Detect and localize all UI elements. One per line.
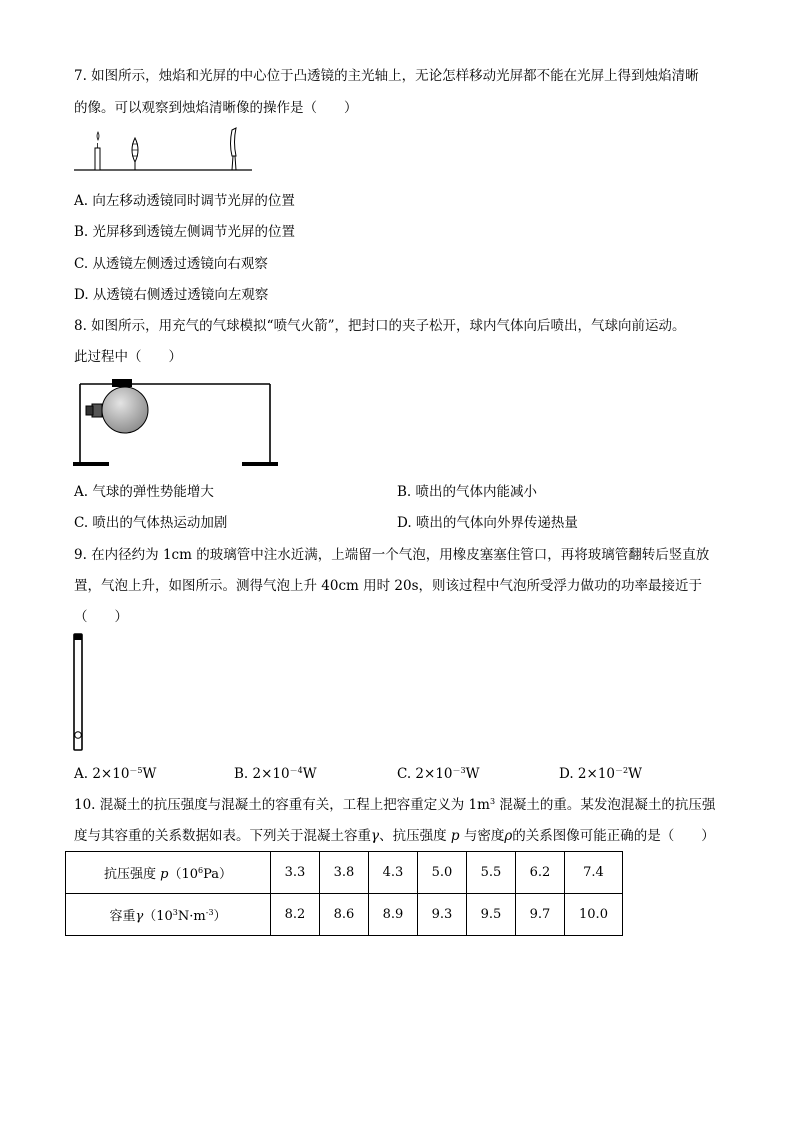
candle-icon <box>95 132 100 170</box>
table-cell: 3.8 <box>320 852 369 894</box>
table-cell: 3.3 <box>271 852 320 894</box>
table-cell: 4.3 <box>369 852 418 894</box>
table-row <box>66 852 623 894</box>
table-cell: 10.0 <box>565 894 623 936</box>
q9-stem-line-3: （ ） <box>74 609 128 625</box>
rubber-stopper-icon <box>74 634 82 640</box>
table-cell: 9.7 <box>516 894 565 936</box>
q7-option-c: C. 从透镜左侧透过透镜向右观察 <box>74 256 268 272</box>
q7-stem-line-1: 7. 如图所示，烛焰和光屏的中心位于凸透镜的主光轴上，无论怎样移动光屏都不能在光屏上得到烛焰清晰 <box>74 68 699 84</box>
table-row <box>66 894 623 936</box>
table-cell: 8.9 <box>369 894 418 936</box>
q9-stem-line-2: 置，气泡上升，如图所示。测得气泡上升 40cm 用时 20s，则该过程中气泡所受浮力做功的功率最接近于 <box>74 578 703 594</box>
table-cell: 9.3 <box>418 894 467 936</box>
table-cell: 8.6 <box>320 894 369 936</box>
q7-optical-bench-figure <box>72 126 262 176</box>
q10-data-table <box>65 851 623 936</box>
q9-option-d: D. $2\times 10^{-2}W$ <box>559 766 642 782</box>
q8-stem-line-2: 此过程中（ ） <box>74 349 182 365</box>
q8-option-a: A. 气球的弹性势能增大 <box>74 484 214 500</box>
q7-option-b: B. 光屏移到透镜左侧调节光屏的位置 <box>74 224 296 240</box>
q9-option-b: B. $2\times 10^{-4}W$ <box>234 766 317 782</box>
q10-stem-line-1: 10. 混凝土的抗压强度与混凝土的容重有关，工程上把容重定义为 $1m^3$ 混凝土的重。某发泡混凝土的抗压强 <box>74 797 716 813</box>
straw-holder-icon <box>112 379 132 387</box>
balloon-icon <box>86 387 148 433</box>
q9-stem-line-1: 9. 在内径约为 1cm 的玻璃管中注水近满，上端留一个气泡，用橡皮塞塞住管口，再将玻璃管翻转后竖直放 <box>74 547 710 563</box>
q8-option-b: B. 喷出的气体内能减小 <box>397 484 538 500</box>
q8-balloon-rocket-figure <box>70 376 284 470</box>
q10-stem-line-2: 度与其容重的关系数据如表。下列关于混凝土容重γ、抗压强度 p 与密度ρ的关系图像可能正确的是（ ） <box>74 828 715 844</box>
q8-option-d: D. 喷出的气体向外界传递热量 <box>397 515 578 531</box>
row-label-density: 容重$\gamma(10^3N\cdot m^{-3})$ <box>66 894 271 936</box>
table-cell: 7.4 <box>565 852 623 894</box>
q7-option-a: A. 向左移动透镜同时调节光屏的位置 <box>74 193 295 209</box>
q9-glass-tube-figure <box>70 632 86 754</box>
support-frame-icon <box>73 384 278 466</box>
q9-option-c: C. $2\times 10^{-3}W$ <box>397 766 480 782</box>
air-bubble-icon <box>75 732 82 739</box>
table-cell: 9.5 <box>467 894 516 936</box>
table-cell: 6.2 <box>516 852 565 894</box>
table-cell: 5.0 <box>418 852 467 894</box>
light-screen-icon <box>231 128 237 170</box>
row-label-strength: 抗压强度 $p(10^6Pa)$ <box>66 852 271 894</box>
q7-stem-line-2: 的像。可以观察到烛焰清晰像的操作是（ ） <box>74 100 358 116</box>
table-cell: 5.5 <box>467 852 516 894</box>
q9-option-a: A. $2\times 10^{-5}W$ <box>74 766 157 782</box>
q8-option-c: C. 喷出的气体热运动加剧 <box>74 515 228 531</box>
convex-lens-icon <box>132 138 138 170</box>
table-cell: 8.2 <box>271 894 320 936</box>
q8-stem-line-1: 8. 如图所示，用充气的气球模拟“喷气火箭”，把封口的夹子松开，球内气体向后喷出，气球向前运动。 <box>74 318 686 334</box>
q7-option-d: D. 从透镜右侧透过透镜向左观察 <box>74 287 269 303</box>
